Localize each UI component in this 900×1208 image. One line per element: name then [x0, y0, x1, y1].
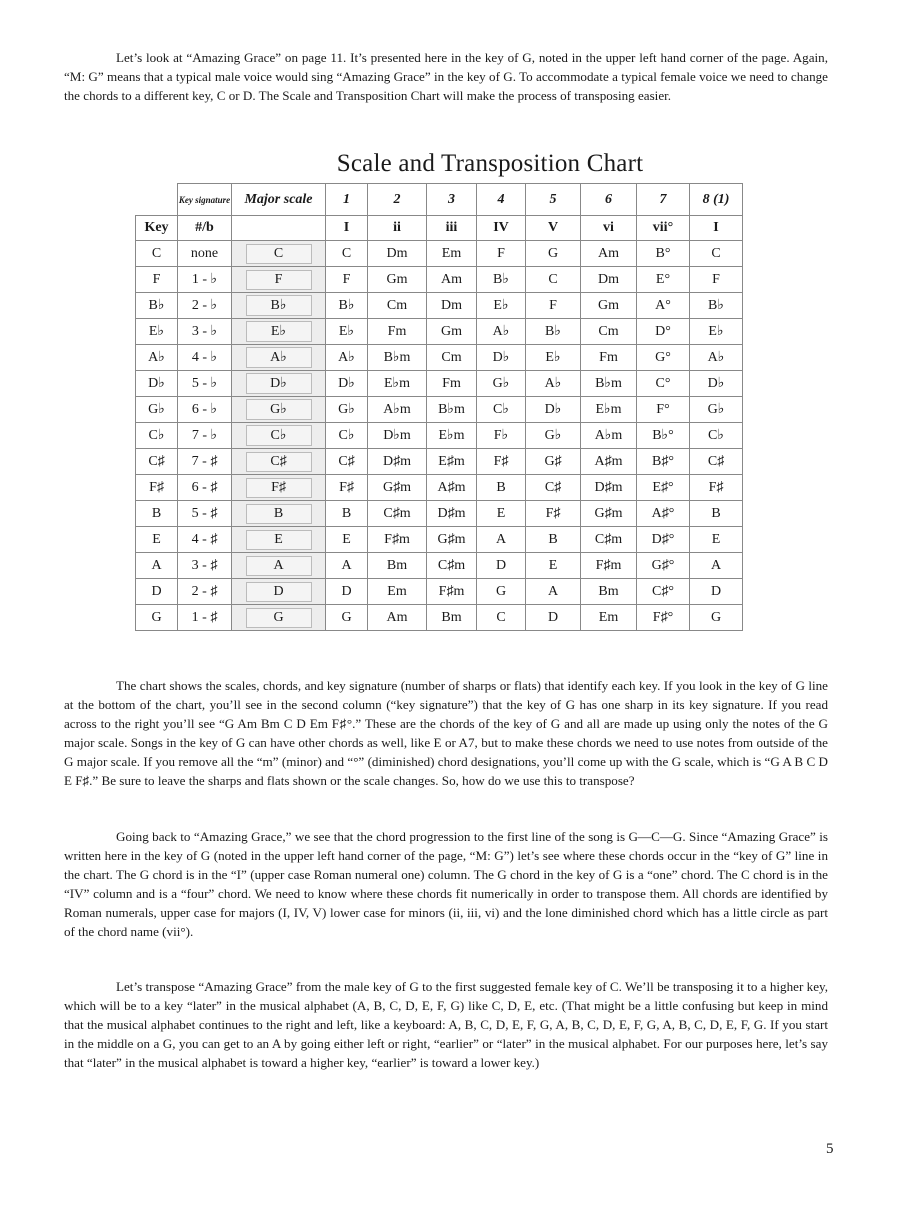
chart-sub-header-cell: ii: [368, 216, 427, 241]
chart-cell: C♯m: [427, 553, 477, 579]
chart-cell: C♯: [326, 449, 368, 475]
scales-paragraph: The chart shows the scales, chords, and key signature (number of sharps or flats) that identify each key. If you look in the key of G line at the bottom of the chart, you’ll see in the second column (“key signature”) that the key of G has one sharp in its key signature. If you read across to the right you’ll see “G Am Bm C D Em F♯°.” These are the chords of the key of G and all are made up using only the notes of the G major scale. Songs in the key of G can have other chords as well, like E or A7, but to make these chords we need to use notes from outside of the G major scale. If you remove all the “m” (minor) and “°” (diminished) chord designations, you’ll come up with the G scale, which is “G A B C D E F♯.” Be sure to leave the sharps and flats shown or the scale changes. So, how do we use this to transpose?: [64, 678, 828, 788]
chart-cell: F: [477, 241, 526, 267]
major-scale-cell: F: [246, 270, 312, 290]
chart-cell: A♯°: [637, 501, 690, 527]
chart-cell: [232, 527, 326, 553]
chart-cell: C: [477, 605, 526, 631]
chart-cell: [232, 371, 326, 397]
chart-cell: 1 - ♯: [178, 605, 232, 631]
chart-cell: 1 - ♭: [178, 267, 232, 293]
chart-cell: Bm: [427, 605, 477, 631]
chart-cell: F♭: [477, 423, 526, 449]
chart-sub-header-cell: V: [526, 216, 581, 241]
chart-row: [136, 319, 743, 345]
chart-cell: Bm: [368, 553, 427, 579]
chart-cell: G: [136, 605, 178, 631]
major-scale-cell: G: [246, 608, 312, 628]
chart-cell: G♭: [690, 397, 743, 423]
chart-top-header-cell: Key signature: [178, 184, 232, 216]
chart-cell: [232, 501, 326, 527]
chart-cell: C: [526, 267, 581, 293]
chart-cell: F♯°: [637, 605, 690, 631]
chart-cell: D♭: [477, 345, 526, 371]
chart-sub-header-cell: [232, 216, 326, 241]
chart-cell: Am: [368, 605, 427, 631]
chart-cell: [232, 553, 326, 579]
chart-top-header-cell: 1: [326, 184, 368, 216]
chart-cell: C♯: [690, 449, 743, 475]
chart-cell: [232, 267, 326, 293]
chart-cell: D°: [637, 319, 690, 345]
chart-title: Scale and Transposition Chart: [336, 150, 644, 177]
chart-cell: G♯°: [637, 553, 690, 579]
chart-cell: A♭: [690, 345, 743, 371]
chart-cell: B♯°: [637, 449, 690, 475]
major-scale-cell: C: [246, 244, 312, 264]
chart-cell: A: [690, 553, 743, 579]
chart-cell: 2 - ♭: [178, 293, 232, 319]
chart-sub-header-cell: iii: [427, 216, 477, 241]
major-scale-cell: G♭: [246, 399, 312, 420]
chart-cell: B♭: [690, 293, 743, 319]
chart-cell: Am: [427, 267, 477, 293]
chart-cell: 6 - ♭: [178, 397, 232, 423]
major-scale-cell: C♭: [246, 425, 312, 446]
chart-cell: B♭°: [637, 423, 690, 449]
chart-cell: D♯°: [637, 527, 690, 553]
chart-cell: E: [477, 501, 526, 527]
chart-cell: D♯m: [427, 501, 477, 527]
chart-cell: C♯m: [368, 501, 427, 527]
chart-cell: C♯°: [637, 579, 690, 605]
chart-cell: B♭: [526, 319, 581, 345]
major-scale-cell: B: [246, 504, 312, 524]
chart-cell: [232, 345, 326, 371]
chart-cell: C♯m: [581, 527, 637, 553]
chart-cell: B♭m: [427, 397, 477, 423]
chart-cell: D: [477, 553, 526, 579]
chart-cell: G♯m: [427, 527, 477, 553]
chart-cell: F: [136, 267, 178, 293]
chart-cell: C♭: [477, 397, 526, 423]
chart-row: [136, 397, 743, 423]
chart-cell: [232, 475, 326, 501]
chart-cell: C: [136, 241, 178, 267]
chart-cell: B♭m: [581, 371, 637, 397]
chart-row: [136, 345, 743, 371]
chart-cell: B: [326, 501, 368, 527]
chart-cell: G♭: [326, 397, 368, 423]
chart-cell: C°: [637, 371, 690, 397]
chart-cell: 4 - ♯: [178, 527, 232, 553]
chart-row: [136, 267, 743, 293]
chart-cell: C♭: [136, 423, 178, 449]
chart-cell: F♯m: [368, 527, 427, 553]
chart-cell: E♭: [690, 319, 743, 345]
chart-cell: G: [690, 605, 743, 631]
chart-cell: [232, 241, 326, 267]
chart-cell: B: [477, 475, 526, 501]
transposition-chart: [135, 183, 743, 631]
chart-cell: E: [326, 527, 368, 553]
chart-row: [136, 475, 743, 501]
chart-cell: D♭: [526, 397, 581, 423]
chart-cell: E♯m: [427, 449, 477, 475]
major-scale-cell: E♭: [246, 321, 312, 342]
chart-cell: A♭: [477, 319, 526, 345]
chart-cell: D♯m: [581, 475, 637, 501]
chart-cell: 3 - ♯: [178, 553, 232, 579]
chart-sub-header-cell: IV: [477, 216, 526, 241]
major-scale-cell: E: [246, 530, 312, 550]
chart-cell: Cm: [581, 319, 637, 345]
chart-cell: A♭m: [368, 397, 427, 423]
chart-cell: Em: [581, 605, 637, 631]
chart-cell: Fm: [368, 319, 427, 345]
chart-cell: Gm: [581, 293, 637, 319]
chart-cell: C♯: [136, 449, 178, 475]
chart-cell: G: [326, 605, 368, 631]
chart-top-header-cell: 4: [477, 184, 526, 216]
chart-cell: 4 - ♭: [178, 345, 232, 371]
chart-cell: F: [690, 267, 743, 293]
chart-cell: F♯: [477, 449, 526, 475]
chart-cell: D♭m: [368, 423, 427, 449]
intro-paragraph: Let’s look at “Amazing Grace” on page 11. It’s presented here in the key of G, noted in the upper left hand corner of the page. Again, “M: G” means that a typical male voice would sing “Amazing Grace” in the key of G. To accommodate a typical female voice we need to change the chords to a different key, C or D. The Scale and Transposition Chart will make the process of transposing easier.: [64, 50, 828, 103]
chart-cell: Fm: [427, 371, 477, 397]
chart-cell: [232, 605, 326, 631]
chart-cell: E: [526, 553, 581, 579]
page-number: 5: [826, 1141, 834, 1157]
chart-cell: D♯m: [368, 449, 427, 475]
chart-cell: Bm: [581, 579, 637, 605]
chart-cell: Cm: [427, 345, 477, 371]
chart-row: [136, 371, 743, 397]
major-scale-cell: B♭: [246, 295, 312, 316]
chart-cell: [232, 449, 326, 475]
chart-cell: A: [326, 553, 368, 579]
chart-cell: Cm: [368, 293, 427, 319]
chart-cell: B♭: [477, 267, 526, 293]
chart-row: [136, 579, 743, 605]
chart-top-header-cell: 5: [526, 184, 581, 216]
going-back-paragraph: Going back to “Amazing Grace,” we see that the chord progression to the first line of the song is G—C—G. Since “Amazing Grace” is written here in the key of G (noted in the upper left hand corner of the page, “M: G”) let’s see where these chords occur in the “key of G” line in the chart. The G chord is in the “I” (upper case Roman numeral one) column. The G chord in the key of G is a “one” chord. The C chord is in the “IV” column and is a “four” chord. We need to know where these chords fit numerically in order to transpose them. All chords are identified by Roman numerals, upper case for majors (I, IV, V) lower case for minors (ii, iii, vi) and the lone diminished chord which has a little circle as part of the chord name (vii°).: [64, 829, 828, 939]
chart-cell: F♯: [526, 501, 581, 527]
chart-cell: G♯m: [581, 501, 637, 527]
chart-cell: F♯: [326, 475, 368, 501]
chart-row: [136, 553, 743, 579]
chart-cell: A♭: [526, 371, 581, 397]
chart-cell: 5 - ♭: [178, 371, 232, 397]
chart-cell: F♯: [136, 475, 178, 501]
chart-sub-header-row: [136, 216, 743, 241]
chart-cell: [232, 579, 326, 605]
chart-cell: A: [526, 579, 581, 605]
chart-top-header-cell: 6: [581, 184, 637, 216]
chart-cell: none: [178, 241, 232, 267]
chart-sub-header-cell: vi: [581, 216, 637, 241]
chart-cell: 7 - ♯: [178, 449, 232, 475]
major-scale-cell: D: [246, 582, 312, 602]
chart-row: [136, 293, 743, 319]
chart-cell: [232, 319, 326, 345]
chart-cell: [232, 293, 326, 319]
chart-cell: C: [326, 241, 368, 267]
chart-cell: E°: [637, 267, 690, 293]
major-scale-cell: D♭: [246, 373, 312, 394]
chart-cell: G♭: [477, 371, 526, 397]
chart-cell: F°: [637, 397, 690, 423]
chart-cell: D♭: [326, 371, 368, 397]
chart-cell: E♭m: [368, 371, 427, 397]
chart-cell: D♭: [690, 371, 743, 397]
chart-cell: D: [690, 579, 743, 605]
chart-cell: E♭m: [427, 423, 477, 449]
major-scale-cell: A: [246, 556, 312, 576]
chart-cell: 7 - ♭: [178, 423, 232, 449]
chart-cell: D♭: [136, 371, 178, 397]
chart-cell: F: [526, 293, 581, 319]
chart-cell: A♯m: [427, 475, 477, 501]
chart-cell: E♭: [526, 345, 581, 371]
chart-sub-header-cell: #/b: [178, 216, 232, 241]
chart-cell: F♯m: [581, 553, 637, 579]
chart-cell: E♭: [326, 319, 368, 345]
chart-cell: Em: [427, 241, 477, 267]
chart-row: [136, 501, 743, 527]
chart-cell: B: [136, 501, 178, 527]
major-scale-cell: A♭: [246, 347, 312, 368]
chart-cell: Em: [368, 579, 427, 605]
chart-cell: B♭m: [368, 345, 427, 371]
chart-cell: Gm: [427, 319, 477, 345]
chart-cell: [232, 423, 326, 449]
chart-cell: Dm: [368, 241, 427, 267]
chart-top-header-cell: 7: [637, 184, 690, 216]
chart-cell: [232, 397, 326, 423]
chart-sub-header-cell: Key: [136, 216, 178, 241]
chart-top-header-cell: 3: [427, 184, 477, 216]
chart-top-header-cell: Major scale: [232, 184, 326, 216]
chart-cell: A: [477, 527, 526, 553]
chart-cell: E♭m: [581, 397, 637, 423]
chart-cell: B: [526, 527, 581, 553]
chart-sub-header-cell: I: [690, 216, 743, 241]
chart-cell: 2 - ♯: [178, 579, 232, 605]
chart-cell: F♯: [690, 475, 743, 501]
chart-cell: B♭: [326, 293, 368, 319]
chart-cell: Dm: [581, 267, 637, 293]
chart-cell: Fm: [581, 345, 637, 371]
major-scale-cell: F♯: [246, 478, 312, 498]
chart-row: [136, 527, 743, 553]
chart-cell: D: [526, 605, 581, 631]
chart-cell: G♭: [526, 423, 581, 449]
lets-transpose-paragraph: Let’s transpose “Amazing Grace” from the male key of G to the first suggested female key of C. We’ll be transposing it to a higher key, which will be to a key “later” in the musical alphabet (A, B, C, D, E, F, G) like C, D, E, etc. (That might be a little confusing but keep in mind that the musical alphabet continues to the right and left, like a keyboard: A, B, C, D, E, F, G, A, B, C, D, E, F, G, A, B, C, D, E, F, G. If you start in the middle on a G, you can get to an A by going either left or right, “earlier” or “later” in the musical alphabet. For our purposes here, let’s say that “later” in the musical alphabet is toward a higher key, “earlier” is toward a lower key.): [64, 979, 828, 1070]
chart-cell: G♭: [136, 397, 178, 423]
chart-cell: C♭: [326, 423, 368, 449]
chart-cell: F♯m: [427, 579, 477, 605]
chart-cell: G°: [637, 345, 690, 371]
chart-cell: C♭: [690, 423, 743, 449]
chart-cell: A°: [637, 293, 690, 319]
chart-cell: G: [526, 241, 581, 267]
chart-row: [136, 605, 743, 631]
chart-row: [136, 449, 743, 475]
chart-cell: 3 - ♭: [178, 319, 232, 345]
chart-cell: A♭: [326, 345, 368, 371]
chart-cell: E♭: [477, 293, 526, 319]
chart-cell: Am: [581, 241, 637, 267]
major-scale-cell: C♯: [246, 452, 312, 472]
chart-cell: B°: [637, 241, 690, 267]
chart-cell: B: [690, 501, 743, 527]
chart-cell: A♯m: [581, 449, 637, 475]
chart-cell: E♭: [136, 319, 178, 345]
chart-cell: G: [477, 579, 526, 605]
chart-cell: F: [326, 267, 368, 293]
chart-cell: D: [136, 579, 178, 605]
chart-top-header-row: [136, 184, 743, 216]
chart-cell: 6 - ♯: [178, 475, 232, 501]
chart-cell: Gm: [368, 267, 427, 293]
chart-top-header-cell: 8 (1): [690, 184, 743, 216]
chart-cell: C: [690, 241, 743, 267]
chart-row: [136, 241, 743, 267]
chart-cell: A♭: [136, 345, 178, 371]
chart-sub-header-cell: I: [326, 216, 368, 241]
chart-cell: G♯: [526, 449, 581, 475]
chart-cell: A: [136, 553, 178, 579]
chart-row: [136, 423, 743, 449]
chart-top-header-cell: 2: [368, 184, 427, 216]
chart-cell: E♯°: [637, 475, 690, 501]
chart-cell: B♭: [136, 293, 178, 319]
chart-cell: D: [326, 579, 368, 605]
chart-cell: 5 - ♯: [178, 501, 232, 527]
chart-cell: E: [690, 527, 743, 553]
chart-cell: E: [136, 527, 178, 553]
chart-cell: Dm: [427, 293, 477, 319]
chart-cell: C♯: [526, 475, 581, 501]
chart-cell: A♭m: [581, 423, 637, 449]
chart-sub-header-cell: vii°: [637, 216, 690, 241]
chart-cell: G♯m: [368, 475, 427, 501]
